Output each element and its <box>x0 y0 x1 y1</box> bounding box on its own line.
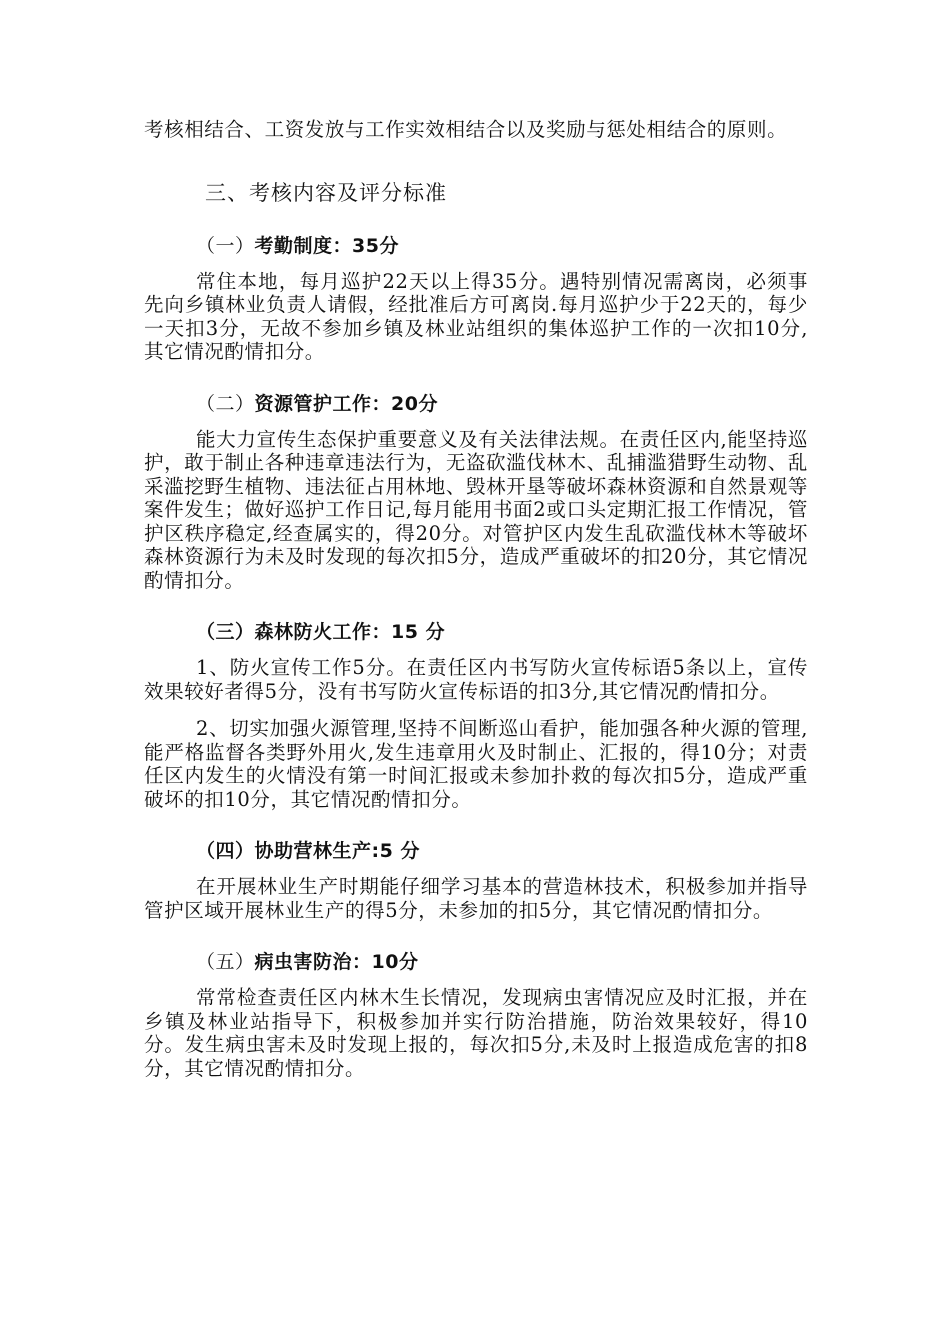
item-2-paragraph-1: 能大力宣传生态保护重要意义及有关法律法规。在责任区内,能坚持巡护，敢于制止各种违章违法行为，无盗砍滥伐林木、乱捕滥猎野生动物、乱采滥挖野生植物、违法征占用林地、毁林开垦等破坏森林资源和自然景观等案件发生；做好巡护工作日记,每月能用书面2或口头定期汇报工作情况，管护区秩序稳定,经查属实的，得20分。对管护区内发生乱砍滥伐林木等破坏森林资源行为未及时发现的每次扣5分，造成严重破坏的扣20分，其它情况酌情扣分。 <box>144 427 808 592</box>
item-4-title: 协助营林生产:5 分 <box>254 840 420 862</box>
item-1-heading <box>196 234 808 258</box>
item-2-title: 资源管护工作：20分 <box>254 392 438 415</box>
section-3-title: 三、考核内容及评分标准 <box>205 180 447 205</box>
item-3-heading <box>196 620 808 644</box>
item-4-number: （四） <box>196 840 255 862</box>
item-1-title: 考勤制度：35分 <box>254 234 399 257</box>
item-3-title: 森林防火工作：15 分 <box>254 621 446 643</box>
item-5-heading <box>196 950 808 974</box>
item-4-paragraph-1: 在开展林业生产时期能仔细学习基本的营造林技术，积极参加并指导管护区域开展林业生产的得5分，未参加的扣5分，其它情况酌情扣分。 <box>144 875 808 922</box>
item-5-number: （五） <box>196 951 255 973</box>
item-2-heading <box>196 392 808 416</box>
item-5-title: 病虫害防治：10分 <box>254 951 419 973</box>
item-1-number: （一） <box>196 234 255 257</box>
item-4-heading <box>196 839 808 863</box>
item-3-paragraph-1: 1、防火宣传工作5分。在责任区内书写防火宣传标语5条以上，宣传效果较好者得5分，没有书写防火宣传标语的扣3分,其它情况酌情扣分。 <box>144 656 808 703</box>
intro-paragraph: 考核相结合、工资发放与工作实效相结合以及奖励与惩处相结合的原则。 <box>144 118 788 141</box>
document-page <box>144 118 808 1080</box>
item-3-paragraph-2: 2、切实加强火源管理,坚持不间断巡山看护，能加强各种火源的管理,能严格监督各类野外用火,发生违章用火及时制止、汇报的，得10分；对责任区内发生的火情没有第一时间汇报或未参加扑救的每次扣5分，造成严重破坏的扣10分，其它情况酌情扣分。 <box>144 717 808 811</box>
item-2-number: （二） <box>196 392 255 415</box>
item-3-number: （三） <box>196 621 255 643</box>
item-1-paragraph-1: 常住本地，每月巡护22天以上得35分。遇特别情况需离岗，必须事先向乡镇林业负责人请假，经批准后方可离岗.每月巡护少于22天的，每少一天扣3分，无故不参加乡镇及林业站组织的集体巡护工作的一次扣10分,其它情况酌情扣分。 <box>144 269 808 363</box>
item-5-paragraph-1: 常常检查责任区内林木生长情况，发现病虫害情况应及时汇报，并在乡镇及林业站指导下，积极参加并实行防治措施，防治效果较好，得10分。发生病虫害未及时发现上报的，每次扣5分,未及时上报造成危害的扣8分，其它情况酌情扣分。 <box>144 986 808 1080</box>
